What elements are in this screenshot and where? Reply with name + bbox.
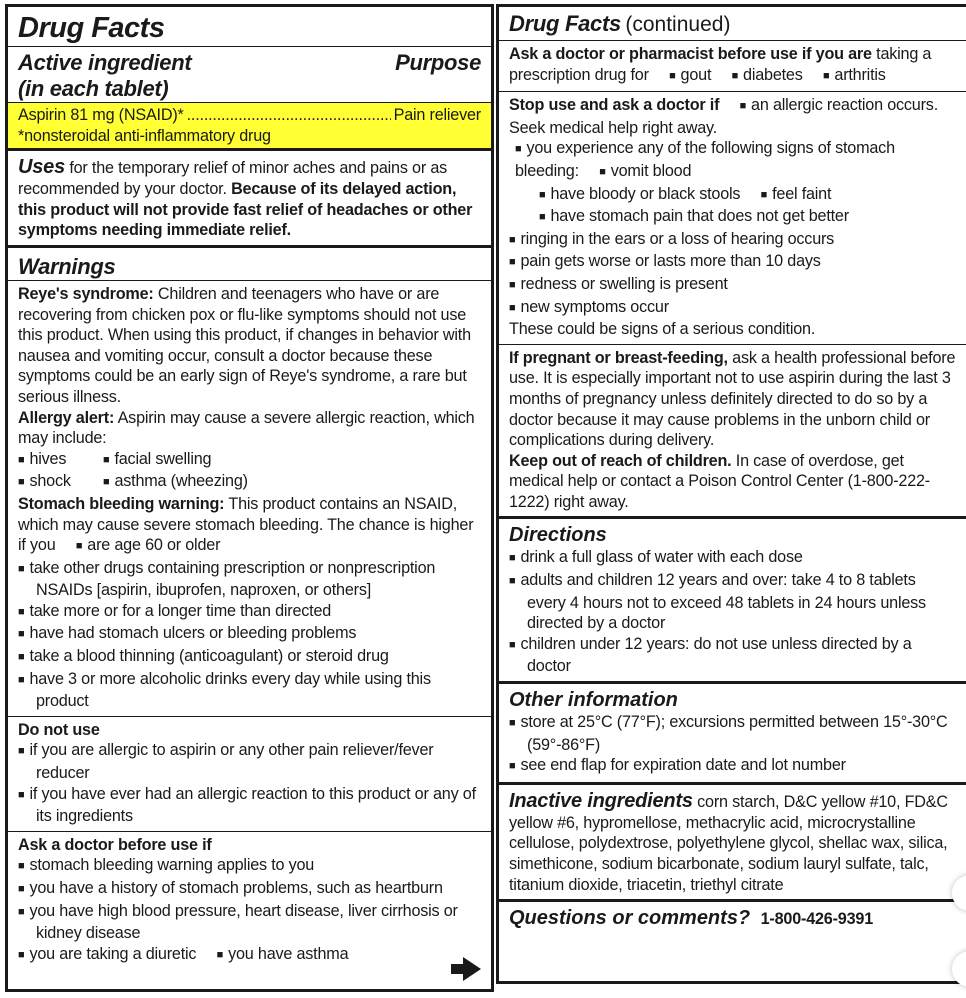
stop-use-item: ■ pain gets worse or lasts more than 10 days	[509, 251, 956, 274]
allergy-text: Aspirin may cause a severe allergic reaction, which may include:	[18, 408, 475, 448]
questions-heading: Questions or comments?	[509, 907, 751, 930]
ingredient-highlight	[8, 102, 491, 148]
other-information-item: ■ store at 25°C (77°F); excursions permitted between 15°-30°C (59°-86°F)	[509, 712, 956, 755]
stop-use-heading: Stop use and ask a doctor if	[509, 96, 720, 115]
ask-doctor-item: ■ you have asthma	[217, 945, 349, 963]
leader-dots	[187, 105, 391, 126]
uses-heading: Uses	[18, 156, 66, 179]
ingredient-purpose: Pain reliever	[393, 106, 481, 124]
scroll-button[interactable]	[952, 951, 966, 987]
purpose-heading: Purpose	[395, 50, 481, 75]
questions-section	[499, 902, 966, 934]
prescription-item: ■ arthritis	[823, 66, 886, 84]
keep-out-bold: Keep out of reach of children.	[509, 451, 732, 470]
pregnancy-text: ask a health professional before use. It is especially important not to use aspirin during the last 3 months of pregnancy unless definitely directed to do so by a doctor because it may cause problems in the unborn child or complications during delivery.	[509, 348, 956, 450]
allergy-item: ■ hives	[18, 449, 103, 472]
arrow-right-icon	[463, 957, 481, 981]
do-not-use-item: ■ if you have ever had an allergic reaction to this product or any of its ingredients	[18, 784, 481, 827]
stop-use-note: These could be signs of a serious condition.	[509, 320, 816, 339]
pregnancy-bold: If pregnant or breast-feeding,	[509, 348, 728, 367]
stomach-item: ■ take a blood thinning (anticoagulant) or steroid drug	[18, 646, 481, 669]
stomach-inline-item: ■ are age 60 or older	[76, 536, 220, 554]
directions-item: ■ drink a full glass of water with each dose	[509, 547, 956, 570]
prescription-item: ■ gout	[669, 66, 711, 84]
stomach-label: Stomach bleeding warning:	[18, 494, 225, 513]
inactive-ingredients-heading: Inactive ingredients	[509, 789, 693, 812]
stop-use-item: ■ ringing in the ears or a loss of hearing occurs	[509, 229, 956, 252]
reye-label: Reye's syndrome:	[18, 284, 154, 303]
stop-use-item: ■ redness or swelling is present	[509, 274, 956, 297]
directions-section	[499, 519, 966, 684]
stomach-item: ■ have 3 or more alcoholic drinks every day while using this product	[18, 669, 481, 712]
ask-doctor-item: ■ stomach bleeding warning applies to you	[18, 855, 481, 878]
ask-doctor-item: ■ you have a history of stomach problems, such as heartburn	[18, 878, 481, 901]
directions-item: ■ children under 12 years: do not use unless directed by a doctor	[509, 634, 956, 677]
inactive-ingredients-text: corn starch, D&C yellow #10, FD&C yellow #6, hypromellose, methacrylic acid, microcrystalline cellulose, polydextrose, polyethylene glycol, shellac wax, silica, simethicone, sodium bicarbonate, sodium lauryl sulfate, talc, titanium dioxide, triacetin, triethyl citrate	[509, 792, 948, 894]
continued-label: (continued)	[625, 13, 731, 36]
uses-section	[8, 151, 491, 248]
ask-doctor-item: ■ you are taking a diuretic	[18, 945, 196, 963]
do-not-use-heading: Do not use	[18, 720, 100, 739]
stop-use-item: ■ an allergic reaction occurs. Seek medical help right away.	[509, 96, 938, 137]
stop-use-sub-item: ■ have stomach pain that does not get better	[509, 206, 956, 229]
other-information-item: ■ see end flap for expiration date and lot number	[509, 755, 956, 778]
questions-phone: 1-800-426-9391	[760, 910, 874, 929]
other-information-section	[499, 684, 966, 785]
stop-use-inline-item: ■ vomit blood	[599, 162, 691, 180]
stomach-item: ■ take more or for a longer time than directed	[18, 601, 481, 624]
ask-doctor-heading: Ask a doctor before use if	[18, 835, 212, 854]
ingredient-name: Aspirin 81 mg (NSAID)*	[18, 106, 184, 124]
warnings-heading: Warnings	[18, 253, 116, 279]
inactive-ingredients-section	[499, 785, 966, 902]
do-not-use-item: ■ if you are allergic to aspirin or any other pain reliever/fever reducer	[18, 740, 481, 783]
stomach-item: ■ take other drugs containing prescription or nonprescription NSAIDs [aspirin, ibuprofen, naproxen, or others]	[18, 558, 481, 601]
drug-facts-left-panel	[5, 4, 494, 992]
uses-text: for the temporary relief of minor aches and pains or as recommended by your doctor.	[18, 159, 448, 199]
ask-pharmacist-text: taking a prescription drug for	[509, 45, 932, 84]
ask-doctor-item: ■ you have high blood pressure, heart disease, liver cirrhosis or kidney disease	[18, 901, 481, 944]
active-ingredient-subheading: (in each tablet)	[18, 76, 169, 101]
active-ingredient-heading: Active ingredient	[18, 50, 192, 75]
uses-bold-text: Because of its delayed action, this product will not provide fast relief of headaches or other symptoms needing immediate relief.	[18, 180, 473, 240]
active-ingredient-section	[8, 7, 491, 151]
stop-use-item: ■ you experience any of the following signs of stomach bleeding:	[515, 139, 895, 180]
drug-facts-right-panel	[496, 4, 966, 984]
ingredient-footnote: *nonsteroidal anti-inflammatory drug	[18, 126, 271, 145]
continued-section	[499, 7, 966, 519]
directions-item: ■ adults and children 12 years and over: take 4 to 8 tablets every 4 hours not to exceed 48 tablets in 24 hours unless directed by a doctor	[509, 570, 956, 634]
drug-facts-continued-title: Drug Facts	[509, 11, 621, 36]
stop-use-sub-item: ■ feel faint	[761, 185, 832, 203]
drug-facts-title: Drug Facts	[18, 12, 165, 44]
stop-use-item: ■ new symptoms occur	[509, 297, 956, 320]
warnings-section	[8, 248, 491, 970]
allergy-item: ■ asthma (wheezing)	[103, 472, 248, 490]
keep-out-text: In case of overdose, get medical help or contact a Poison Control Center (1-800-222-1222) right away.	[509, 451, 930, 511]
stomach-text: This product contains an NSAID, which may cause severe stomach bleeding. The chance is higher if you	[18, 494, 474, 555]
stop-use-sub-item: ■ have bloody or black stools	[539, 185, 740, 203]
allergy-item: ■ facial swelling	[103, 450, 211, 468]
allergy-item: ■ shock	[18, 471, 103, 494]
directions-heading: Directions	[509, 524, 607, 547]
stomach-item: ■ have had stomach ulcers or bleeding problems	[18, 623, 481, 646]
reye-text: Children and teenagers who have or are recovering from chicken pox or flu-like symptoms should not use this product. When using this product, if changes in behavior with nausea and vomiting occur, consult a doctor because these symptoms could be an early sign of Reye's syndrome, a rare but serious illness.	[18, 284, 471, 406]
ask-pharmacist-bold: Ask a doctor or pharmacist before use if you are	[509, 45, 872, 63]
prescription-item: ■ diabetes	[732, 66, 803, 84]
other-information-heading: Other information	[509, 689, 678, 712]
allergy-label: Allergy alert:	[18, 408, 115, 427]
